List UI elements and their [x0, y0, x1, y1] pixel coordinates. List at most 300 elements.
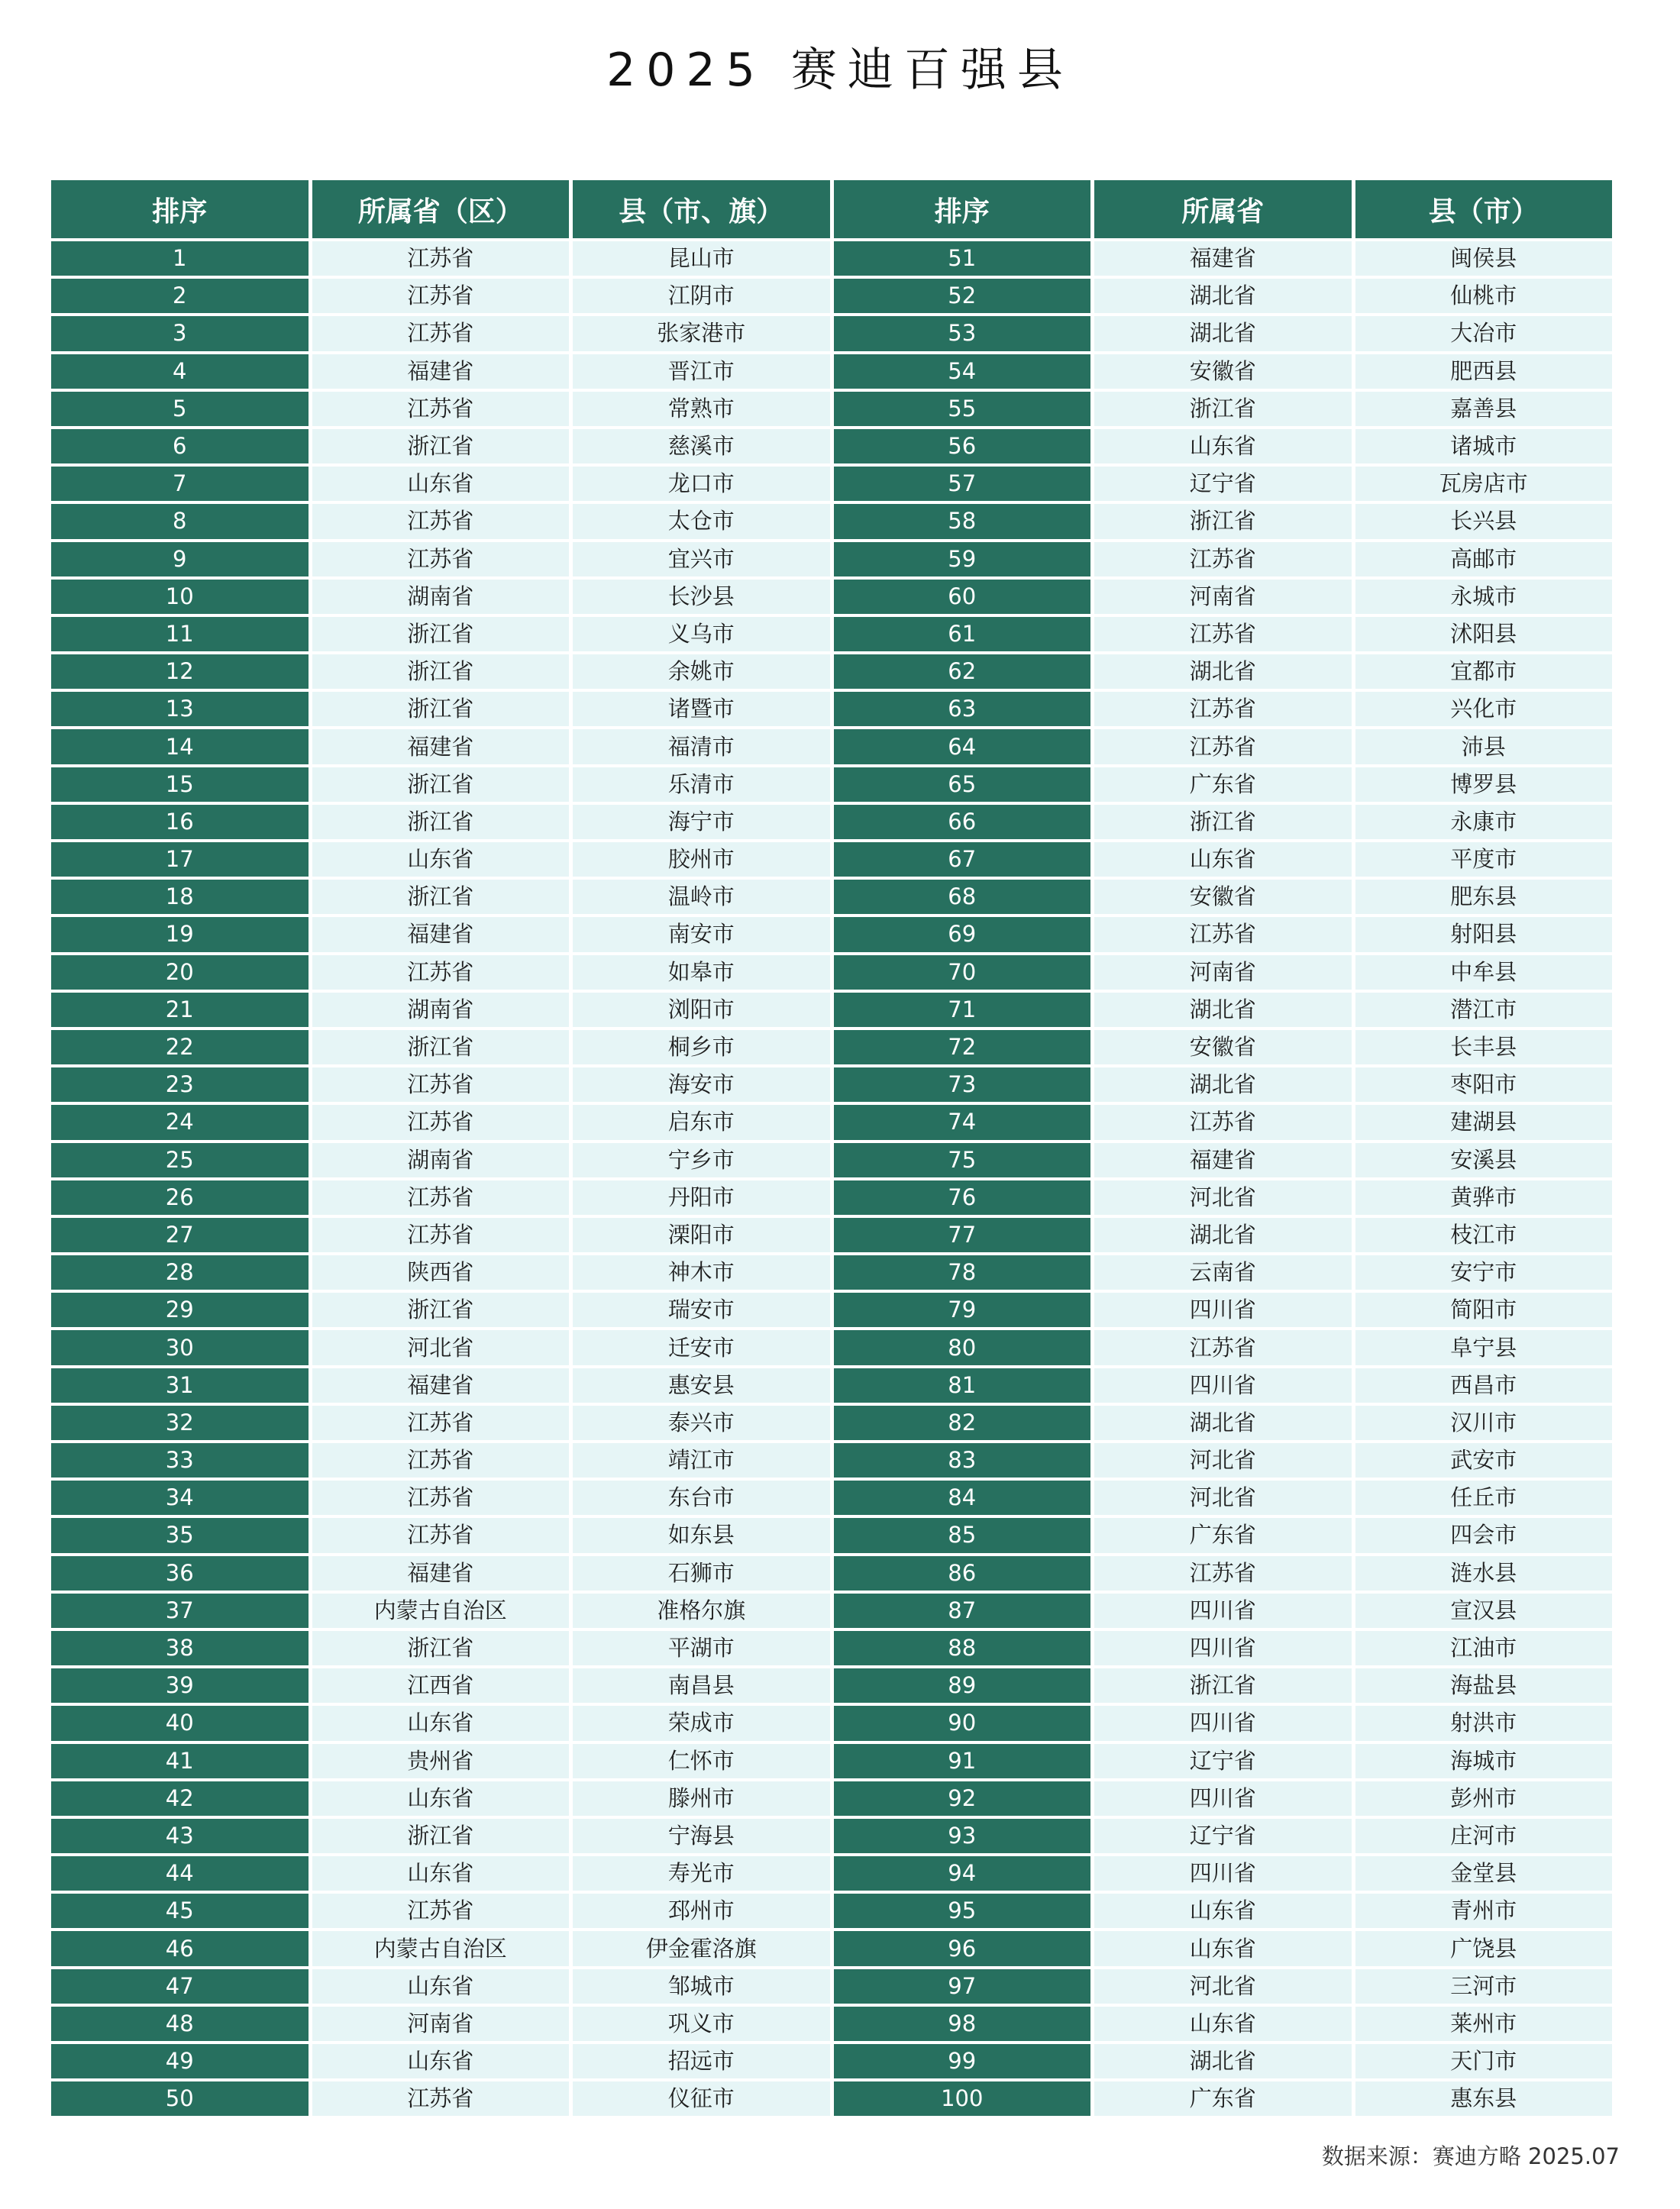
rank-cell-left: 40 — [51, 1706, 309, 1740]
table-row — [51, 279, 1612, 313]
province-cell-right: 安徽省 — [1094, 354, 1352, 389]
rank-cell-right: 83 — [834, 1443, 1091, 1478]
rank-cell-right: 81 — [834, 1368, 1091, 1403]
table-row — [51, 842, 1612, 877]
province-cell-right: 江苏省 — [1094, 617, 1352, 651]
table-row — [51, 2081, 1612, 2116]
rank-cell-right: 95 — [834, 1894, 1091, 1928]
province-cell-left: 浙江省 — [312, 654, 570, 689]
county-cell-right: 江油市 — [1355, 1631, 1613, 1665]
table-row — [51, 1894, 1612, 1928]
county-cell-right: 长兴县 — [1355, 504, 1613, 538]
province-cell-right: 云南省 — [1094, 1255, 1352, 1290]
table-row — [51, 805, 1612, 839]
province-cell-right: 广东省 — [1094, 2081, 1352, 2116]
rank-cell-right: 90 — [834, 1706, 1091, 1740]
county-cell-left: 南昌县 — [573, 1668, 830, 1703]
province-cell-left: 江苏省 — [312, 1067, 570, 1102]
county-cell-left: 溧阳市 — [573, 1218, 830, 1252]
province-cell-right: 江苏省 — [1094, 1105, 1352, 1139]
table-row — [51, 1030, 1612, 1064]
table-row — [51, 1330, 1612, 1364]
table-row — [51, 654, 1612, 689]
rank-cell-left: 11 — [51, 617, 309, 651]
rank-cell-left: 36 — [51, 1556, 309, 1591]
table-row — [51, 880, 1612, 914]
province-cell-right: 广东省 — [1094, 767, 1352, 802]
table-row — [51, 1668, 1612, 1703]
rank-cell-left: 48 — [51, 2007, 309, 2041]
province-cell-right: 江苏省 — [1094, 729, 1352, 764]
county-cell-left: 义乌市 — [573, 617, 830, 651]
ranking-table — [47, 177, 1616, 2119]
province-cell-left: 江苏省 — [312, 241, 570, 276]
table-row — [51, 993, 1612, 1027]
rank-cell-right: 63 — [834, 692, 1091, 726]
province-cell-left: 山东省 — [312, 1856, 570, 1891]
table-row — [51, 241, 1612, 276]
province-cell-right: 山东省 — [1094, 429, 1352, 463]
rank-cell-left: 44 — [51, 1856, 309, 1891]
rank-cell-left: 30 — [51, 1330, 309, 1364]
table-row — [51, 1368, 1612, 1403]
province-cell-right: 四川省 — [1094, 1631, 1352, 1665]
rank-cell-left: 38 — [51, 1631, 309, 1665]
rank-cell-right: 67 — [834, 842, 1091, 877]
rank-cell-left: 8 — [51, 504, 309, 538]
county-cell-left: 乐清市 — [573, 767, 830, 802]
province-cell-left: 浙江省 — [312, 1819, 570, 1853]
county-cell-right: 肥西县 — [1355, 354, 1613, 389]
province-cell-left: 湖南省 — [312, 580, 570, 614]
county-cell-right: 惠东县 — [1355, 2081, 1613, 2116]
province-cell-right: 江苏省 — [1094, 1556, 1352, 1591]
province-cell-left: 江苏省 — [312, 1105, 570, 1139]
table-row — [51, 1481, 1612, 1515]
province-cell-right: 安徽省 — [1094, 880, 1352, 914]
county-cell-left: 惠安县 — [573, 1368, 830, 1403]
table-row — [51, 1255, 1612, 1290]
county-cell-left: 海宁市 — [573, 805, 830, 839]
page-title: 2025 赛迪百强县 — [606, 44, 1074, 97]
county-cell-right: 嘉善县 — [1355, 392, 1613, 426]
county-cell-left: 泰兴市 — [573, 1406, 830, 1440]
rank-cell-right: 79 — [834, 1293, 1091, 1327]
rank-cell-right: 68 — [834, 880, 1091, 914]
rank-cell-right: 64 — [834, 729, 1091, 764]
county-cell-right: 汉川市 — [1355, 1406, 1613, 1440]
province-cell-left: 江苏省 — [312, 1443, 570, 1478]
table-row — [51, 917, 1612, 951]
rank-cell-right: 85 — [834, 1518, 1091, 1552]
county-cell-right: 大冶市 — [1355, 316, 1613, 350]
county-cell-left: 仁怀市 — [573, 1744, 830, 1778]
province-cell-right: 山东省 — [1094, 2007, 1352, 2041]
province-cell-left: 福建省 — [312, 354, 570, 389]
table-row — [51, 392, 1612, 426]
province-cell-left: 福建省 — [312, 1368, 570, 1403]
county-cell-left: 桐乡市 — [573, 1030, 830, 1064]
province-cell-left: 江苏省 — [312, 1481, 570, 1515]
rank-cell-left: 29 — [51, 1293, 309, 1327]
province-cell-right: 江苏省 — [1094, 1330, 1352, 1364]
table-header — [51, 180, 1612, 238]
rank-cell-right: 87 — [834, 1594, 1091, 1628]
province-cell-right: 浙江省 — [1094, 805, 1352, 839]
province-cell-right: 湖北省 — [1094, 654, 1352, 689]
rank-cell-left: 28 — [51, 1255, 309, 1290]
table-row — [51, 2007, 1612, 2041]
province-cell-left: 江苏省 — [312, 316, 570, 350]
rank-cell-left: 47 — [51, 1969, 309, 2004]
county-cell-right: 中牟县 — [1355, 955, 1613, 990]
county-cell-left: 龙口市 — [573, 467, 830, 501]
table-row — [51, 955, 1612, 990]
county-cell-right: 西昌市 — [1355, 1368, 1613, 1403]
county-cell-right: 莱州市 — [1355, 2007, 1613, 2041]
rank-cell-right: 96 — [834, 1931, 1091, 1965]
county-cell-left: 余姚市 — [573, 654, 830, 689]
province-cell-left: 贵州省 — [312, 1744, 570, 1778]
table-row — [51, 1067, 1612, 1102]
rank-cell-left: 16 — [51, 805, 309, 839]
county-cell-right: 宣汉县 — [1355, 1594, 1613, 1628]
rank-cell-right: 70 — [834, 955, 1091, 990]
table-row — [51, 1443, 1612, 1478]
rank-cell-right: 72 — [834, 1030, 1091, 1064]
county-cell-left: 张家港市 — [573, 316, 830, 350]
county-cell-left: 昆山市 — [573, 241, 830, 276]
table-row — [51, 1931, 1612, 1965]
county-cell-left: 常熟市 — [573, 392, 830, 426]
rank-cell-right: 93 — [834, 1819, 1091, 1853]
province-cell-left: 山东省 — [312, 2044, 570, 2078]
county-cell-left: 迁安市 — [573, 1330, 830, 1364]
province-cell-left: 浙江省 — [312, 429, 570, 463]
county-cell-right: 潜江市 — [1355, 993, 1613, 1027]
rank-cell-left: 13 — [51, 692, 309, 726]
header-province-left: 所属省（区） — [312, 180, 570, 238]
rank-cell-right: 91 — [834, 1744, 1091, 1778]
table-row — [51, 1143, 1612, 1177]
rank-cell-right: 55 — [834, 392, 1091, 426]
table-row — [51, 1556, 1612, 1591]
header-province-right: 所属省 — [1094, 180, 1352, 238]
province-cell-right: 四川省 — [1094, 1293, 1352, 1327]
province-cell-left: 浙江省 — [312, 617, 570, 651]
rank-cell-left: 49 — [51, 2044, 309, 2078]
province-cell-right: 江苏省 — [1094, 542, 1352, 576]
rank-cell-right: 78 — [834, 1255, 1091, 1290]
county-cell-left: 邹城市 — [573, 1969, 830, 2004]
rank-cell-left: 7 — [51, 467, 309, 501]
table-row — [51, 467, 1612, 501]
county-cell-right: 三河市 — [1355, 1969, 1613, 2004]
county-cell-left: 瑞安市 — [573, 1293, 830, 1327]
table-row — [51, 580, 1612, 614]
county-cell-left: 邳州市 — [573, 1894, 830, 1928]
province-cell-right: 河北省 — [1094, 1180, 1352, 1215]
province-cell-left: 内蒙古自治区 — [312, 1931, 570, 1965]
county-cell-right: 武安市 — [1355, 1443, 1613, 1478]
province-cell-right: 河南省 — [1094, 580, 1352, 614]
county-cell-left: 南安市 — [573, 917, 830, 951]
province-cell-left: 江苏省 — [312, 1406, 570, 1440]
province-cell-right: 河北省 — [1094, 1481, 1352, 1515]
county-cell-right: 简阳市 — [1355, 1293, 1613, 1327]
table-row — [51, 1631, 1612, 1665]
rank-cell-right: 59 — [834, 542, 1091, 576]
county-cell-right: 金堂县 — [1355, 1856, 1613, 1891]
table-row — [51, 1180, 1612, 1215]
province-cell-right: 湖北省 — [1094, 2044, 1352, 2078]
county-cell-left: 慈溪市 — [573, 429, 830, 463]
province-cell-right: 四川省 — [1094, 1856, 1352, 1891]
rank-cell-left: 5 — [51, 392, 309, 426]
rank-cell-right: 60 — [834, 580, 1091, 614]
county-cell-left: 荣成市 — [573, 1706, 830, 1740]
county-cell-left: 宜兴市 — [573, 542, 830, 576]
county-cell-right: 射洪市 — [1355, 1706, 1613, 1740]
rank-cell-left: 27 — [51, 1218, 309, 1252]
county-cell-left: 胶州市 — [573, 842, 830, 877]
province-cell-left: 浙江省 — [312, 1293, 570, 1327]
county-cell-left: 平湖市 — [573, 1631, 830, 1665]
province-cell-left: 山东省 — [312, 842, 570, 877]
rank-cell-right: 61 — [834, 617, 1091, 651]
province-cell-left: 福建省 — [312, 917, 570, 951]
county-cell-right: 长丰县 — [1355, 1030, 1613, 1064]
county-cell-right: 天门市 — [1355, 2044, 1613, 2078]
rank-cell-right: 58 — [834, 504, 1091, 538]
table-row — [51, 1293, 1612, 1327]
rank-cell-left: 15 — [51, 767, 309, 802]
province-cell-right: 辽宁省 — [1094, 467, 1352, 501]
county-cell-right: 四会市 — [1355, 1518, 1613, 1552]
rank-cell-right: 65 — [834, 767, 1091, 802]
rank-cell-left: 41 — [51, 1744, 309, 1778]
rank-cell-left: 42 — [51, 1781, 309, 1816]
province-cell-left: 江苏省 — [312, 1518, 570, 1552]
county-cell-left: 仪征市 — [573, 2081, 830, 2116]
rank-cell-left: 3 — [51, 316, 309, 350]
county-cell-left: 神木市 — [573, 1255, 830, 1290]
county-cell-right: 沛县 — [1355, 729, 1613, 764]
rank-cell-right: 71 — [834, 993, 1091, 1027]
table-row — [51, 1218, 1612, 1252]
county-cell-left: 靖江市 — [573, 1443, 830, 1478]
province-cell-left: 福建省 — [312, 729, 570, 764]
province-cell-left: 江苏省 — [312, 1180, 570, 1215]
rank-cell-right: 86 — [834, 1556, 1091, 1591]
province-cell-right: 福建省 — [1094, 241, 1352, 276]
province-cell-left: 山东省 — [312, 1969, 570, 2004]
header-rank-right: 排序 — [834, 180, 1091, 238]
county-cell-left: 滕州市 — [573, 1781, 830, 1816]
county-cell-right: 黄骅市 — [1355, 1180, 1613, 1215]
rank-cell-left: 33 — [51, 1443, 309, 1478]
province-cell-left: 内蒙古自治区 — [312, 1594, 570, 1628]
province-cell-left: 山东省 — [312, 1706, 570, 1740]
county-cell-right: 高邮市 — [1355, 542, 1613, 576]
province-cell-right: 湖北省 — [1094, 279, 1352, 313]
rank-cell-left: 37 — [51, 1594, 309, 1628]
rank-cell-left: 39 — [51, 1668, 309, 1703]
rank-cell-left: 2 — [51, 279, 309, 313]
rank-cell-right: 73 — [834, 1067, 1091, 1102]
rank-cell-right: 84 — [834, 1481, 1091, 1515]
county-cell-left: 太仓市 — [573, 504, 830, 538]
county-cell-left: 宁乡市 — [573, 1143, 830, 1177]
county-cell-right: 永康市 — [1355, 805, 1613, 839]
county-cell-left: 江阴市 — [573, 279, 830, 313]
rank-cell-left: 25 — [51, 1143, 309, 1177]
county-cell-right: 涟水县 — [1355, 1556, 1613, 1591]
county-cell-left: 寿光市 — [573, 1856, 830, 1891]
province-cell-right: 河南省 — [1094, 955, 1352, 990]
rank-cell-left: 4 — [51, 354, 309, 389]
rank-cell-right: 75 — [834, 1143, 1091, 1177]
county-cell-left: 招远市 — [573, 2044, 830, 2078]
province-cell-right: 河北省 — [1094, 1969, 1352, 2004]
header-county-right: 县（市） — [1355, 180, 1613, 238]
province-cell-right: 江苏省 — [1094, 692, 1352, 726]
source-note: 数据来源：赛迪方略 2025.07 — [1321, 2143, 1620, 2169]
rank-cell-right: 56 — [834, 429, 1091, 463]
province-cell-right: 四川省 — [1094, 1781, 1352, 1816]
county-cell-right: 瓦房店市 — [1355, 467, 1613, 501]
rank-cell-left: 32 — [51, 1406, 309, 1440]
province-cell-left: 浙江省 — [312, 1030, 570, 1064]
rank-cell-right: 97 — [834, 1969, 1091, 2004]
province-cell-left: 江苏省 — [312, 504, 570, 538]
rank-cell-left: 10 — [51, 580, 309, 614]
county-cell-left: 石狮市 — [573, 1556, 830, 1591]
rank-cell-left: 45 — [51, 1894, 309, 1928]
county-cell-right: 射阳县 — [1355, 917, 1613, 951]
province-cell-right: 湖北省 — [1094, 1067, 1352, 1102]
county-cell-right: 海城市 — [1355, 1744, 1613, 1778]
province-cell-right: 四川省 — [1094, 1594, 1352, 1628]
rank-cell-left: 24 — [51, 1105, 309, 1139]
county-cell-right: 彭州市 — [1355, 1781, 1613, 1816]
province-cell-left: 江苏省 — [312, 392, 570, 426]
province-cell-right: 湖北省 — [1094, 993, 1352, 1027]
county-cell-right: 枝江市 — [1355, 1218, 1613, 1252]
table-body — [51, 241, 1612, 2116]
table-row — [51, 1105, 1612, 1139]
province-cell-left: 江苏省 — [312, 2081, 570, 2116]
header-rank-left: 排序 — [51, 180, 309, 238]
rank-cell-right: 51 — [834, 241, 1091, 276]
table-row — [51, 767, 1612, 802]
county-cell-right: 博罗县 — [1355, 767, 1613, 802]
rank-cell-right: 53 — [834, 316, 1091, 350]
rank-cell-left: 12 — [51, 654, 309, 689]
rank-cell-left: 19 — [51, 917, 309, 951]
county-cell-left: 宁海县 — [573, 1819, 830, 1853]
rank-cell-right: 74 — [834, 1105, 1091, 1139]
rank-cell-left: 26 — [51, 1180, 309, 1215]
rank-cell-left: 18 — [51, 880, 309, 914]
rank-cell-left: 46 — [51, 1931, 309, 1965]
county-cell-right: 安溪县 — [1355, 1143, 1613, 1177]
county-cell-left: 伊金霍洛旗 — [573, 1931, 830, 1965]
table-row — [51, 1781, 1612, 1816]
county-cell-right: 仙桃市 — [1355, 279, 1613, 313]
table-row — [51, 1856, 1612, 1891]
rank-cell-left: 43 — [51, 1819, 309, 1853]
table-row — [51, 1406, 1612, 1440]
rank-cell-left: 34 — [51, 1481, 309, 1515]
province-cell-right: 山东省 — [1094, 1931, 1352, 1965]
rank-cell-left: 21 — [51, 993, 309, 1027]
province-cell-left: 江苏省 — [312, 1218, 570, 1252]
county-cell-right: 闽侯县 — [1355, 241, 1613, 276]
header-county-left: 县（市、旗） — [573, 180, 830, 238]
province-cell-left: 江苏省 — [312, 279, 570, 313]
rank-cell-right: 54 — [834, 354, 1091, 389]
rank-cell-left: 14 — [51, 729, 309, 764]
province-cell-right: 四川省 — [1094, 1368, 1352, 1403]
province-cell-left: 山东省 — [312, 467, 570, 501]
province-cell-left: 福建省 — [312, 1556, 570, 1591]
county-cell-right: 庄河市 — [1355, 1819, 1613, 1853]
province-cell-right: 河北省 — [1094, 1443, 1352, 1478]
county-cell-right: 沭阳县 — [1355, 617, 1613, 651]
county-cell-right: 海盐县 — [1355, 1668, 1613, 1703]
table-row — [51, 2044, 1612, 2078]
province-cell-left: 陕西省 — [312, 1255, 570, 1290]
rank-cell-left: 50 — [51, 2081, 309, 2116]
rank-cell-left: 6 — [51, 429, 309, 463]
rank-cell-left: 22 — [51, 1030, 309, 1064]
rank-cell-right: 92 — [834, 1781, 1091, 1816]
county-cell-left: 诸暨市 — [573, 692, 830, 726]
rank-cell-right: 94 — [834, 1856, 1091, 1891]
county-cell-left: 丹阳市 — [573, 1180, 830, 1215]
rank-cell-left: 20 — [51, 955, 309, 990]
county-cell-right: 广饶县 — [1355, 1931, 1613, 1965]
province-cell-right: 广东省 — [1094, 1518, 1352, 1552]
province-cell-right: 江苏省 — [1094, 917, 1352, 951]
county-cell-left: 晋江市 — [573, 354, 830, 389]
rank-cell-right: 98 — [834, 2007, 1091, 2041]
province-cell-right: 浙江省 — [1094, 504, 1352, 538]
rank-cell-left: 23 — [51, 1067, 309, 1102]
province-cell-left: 浙江省 — [312, 692, 570, 726]
rank-cell-right: 80 — [834, 1330, 1091, 1364]
table-row — [51, 316, 1612, 350]
province-cell-right: 福建省 — [1094, 1143, 1352, 1177]
county-cell-left: 如东县 — [573, 1518, 830, 1552]
province-cell-right: 山东省 — [1094, 1894, 1352, 1928]
county-cell-left: 温岭市 — [573, 880, 830, 914]
province-cell-right: 湖北省 — [1094, 1406, 1352, 1440]
province-cell-right: 山东省 — [1094, 842, 1352, 877]
county-cell-right: 诸城市 — [1355, 429, 1613, 463]
rank-cell-left: 9 — [51, 542, 309, 576]
county-cell-right: 平度市 — [1355, 842, 1613, 877]
county-cell-right: 任丘市 — [1355, 1481, 1613, 1515]
rank-cell-left: 1 — [51, 241, 309, 276]
county-cell-left: 启东市 — [573, 1105, 830, 1139]
province-cell-left: 湖南省 — [312, 1143, 570, 1177]
table-row — [51, 1518, 1612, 1552]
rank-cell-right: 82 — [834, 1406, 1091, 1440]
rank-cell-right: 76 — [834, 1180, 1091, 1215]
province-cell-left: 山东省 — [312, 1781, 570, 1816]
